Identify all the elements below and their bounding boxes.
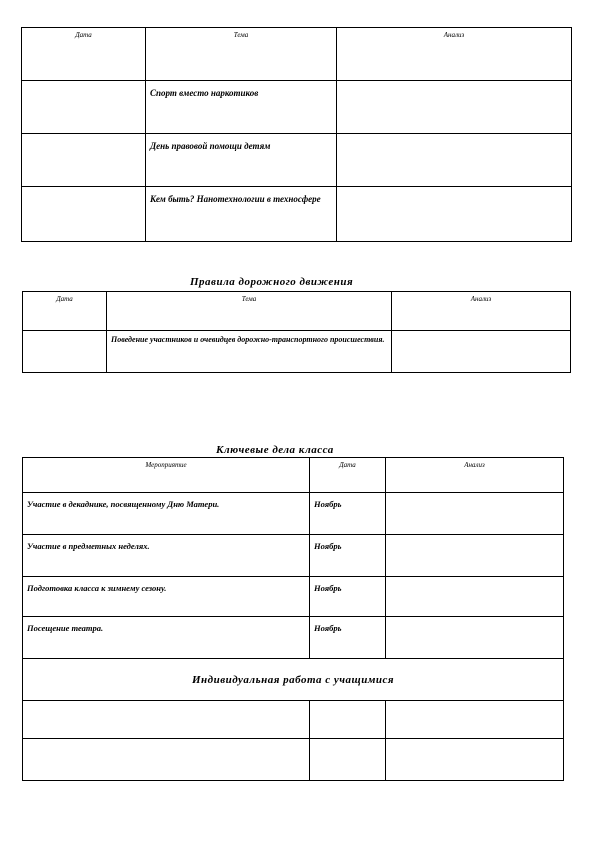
empty-cell <box>23 739 310 781</box>
table-topics <box>21 27 572 242</box>
header-date: Дата <box>310 458 386 493</box>
table-row <box>23 331 571 373</box>
analysis-cell <box>386 577 564 617</box>
empty-cell <box>310 739 386 781</box>
table-row <box>22 134 572 187</box>
date-cell: Ноябрь <box>310 617 386 659</box>
header-date: Дата <box>23 292 107 331</box>
topic-cell: Спорт вместо наркотиков <box>146 81 337 134</box>
topic-cell: Кем быть? Нанотехнологии в техносфере <box>146 187 337 242</box>
table-header-row <box>22 28 572 81</box>
date-cell <box>22 134 146 187</box>
event-cell: Подготовка класса к зимнему сезону. <box>23 577 310 617</box>
table-row <box>23 577 564 617</box>
header-topic: Тема <box>107 292 392 331</box>
table-header-row <box>23 458 564 493</box>
header-analysis: Анализ <box>386 458 564 493</box>
table-row <box>23 535 564 577</box>
empty-cell <box>23 701 310 739</box>
analysis-cell <box>337 134 572 187</box>
table-key-events <box>22 457 564 781</box>
table-row <box>23 701 564 739</box>
analysis-cell <box>386 617 564 659</box>
table-row <box>23 617 564 659</box>
empty-cell <box>386 701 564 739</box>
header-topic: Тема <box>146 28 337 81</box>
analysis-cell <box>386 493 564 535</box>
date-cell: Ноябрь <box>310 493 386 535</box>
section-title-traffic-rules: Правила дорожного движения <box>190 276 354 288</box>
table-header-row <box>23 292 571 331</box>
empty-cell <box>310 701 386 739</box>
topic-cell: Поведение участников и очевидцев дорожно-транспортного происшествия. <box>107 331 392 373</box>
table-traffic-rules <box>22 291 571 373</box>
event-cell: Участие в предметных неделях. <box>23 535 310 577</box>
topic-cell: День правовой помощи детям <box>146 134 337 187</box>
table-row <box>22 81 572 134</box>
date-cell <box>22 81 146 134</box>
event-cell: Участие в декаднике, посвященному Дню Матери. <box>23 493 310 535</box>
header-analysis: Анализ <box>392 292 571 331</box>
analysis-cell <box>337 81 572 134</box>
date-cell: Ноябрь <box>310 535 386 577</box>
date-cell <box>22 187 146 242</box>
event-cell: Посещение театра. <box>23 617 310 659</box>
table-row <box>23 739 564 781</box>
date-cell <box>23 331 107 373</box>
section-title-key-events: Ключевые дела класса <box>216 444 334 456</box>
header-date: Дата <box>22 28 146 81</box>
table-subsection-row <box>23 659 564 701</box>
empty-cell <box>386 739 564 781</box>
analysis-cell <box>337 187 572 242</box>
table-row <box>23 493 564 535</box>
analysis-cell <box>386 535 564 577</box>
header-analysis: Анализ <box>337 28 572 81</box>
subsection-title-individual-work: Индивидуальная работа с учащимися <box>23 659 564 701</box>
header-event: Мероприятие <box>23 458 310 493</box>
date-cell: Ноябрь <box>310 577 386 617</box>
analysis-cell <box>392 331 571 373</box>
table-row <box>22 187 572 242</box>
